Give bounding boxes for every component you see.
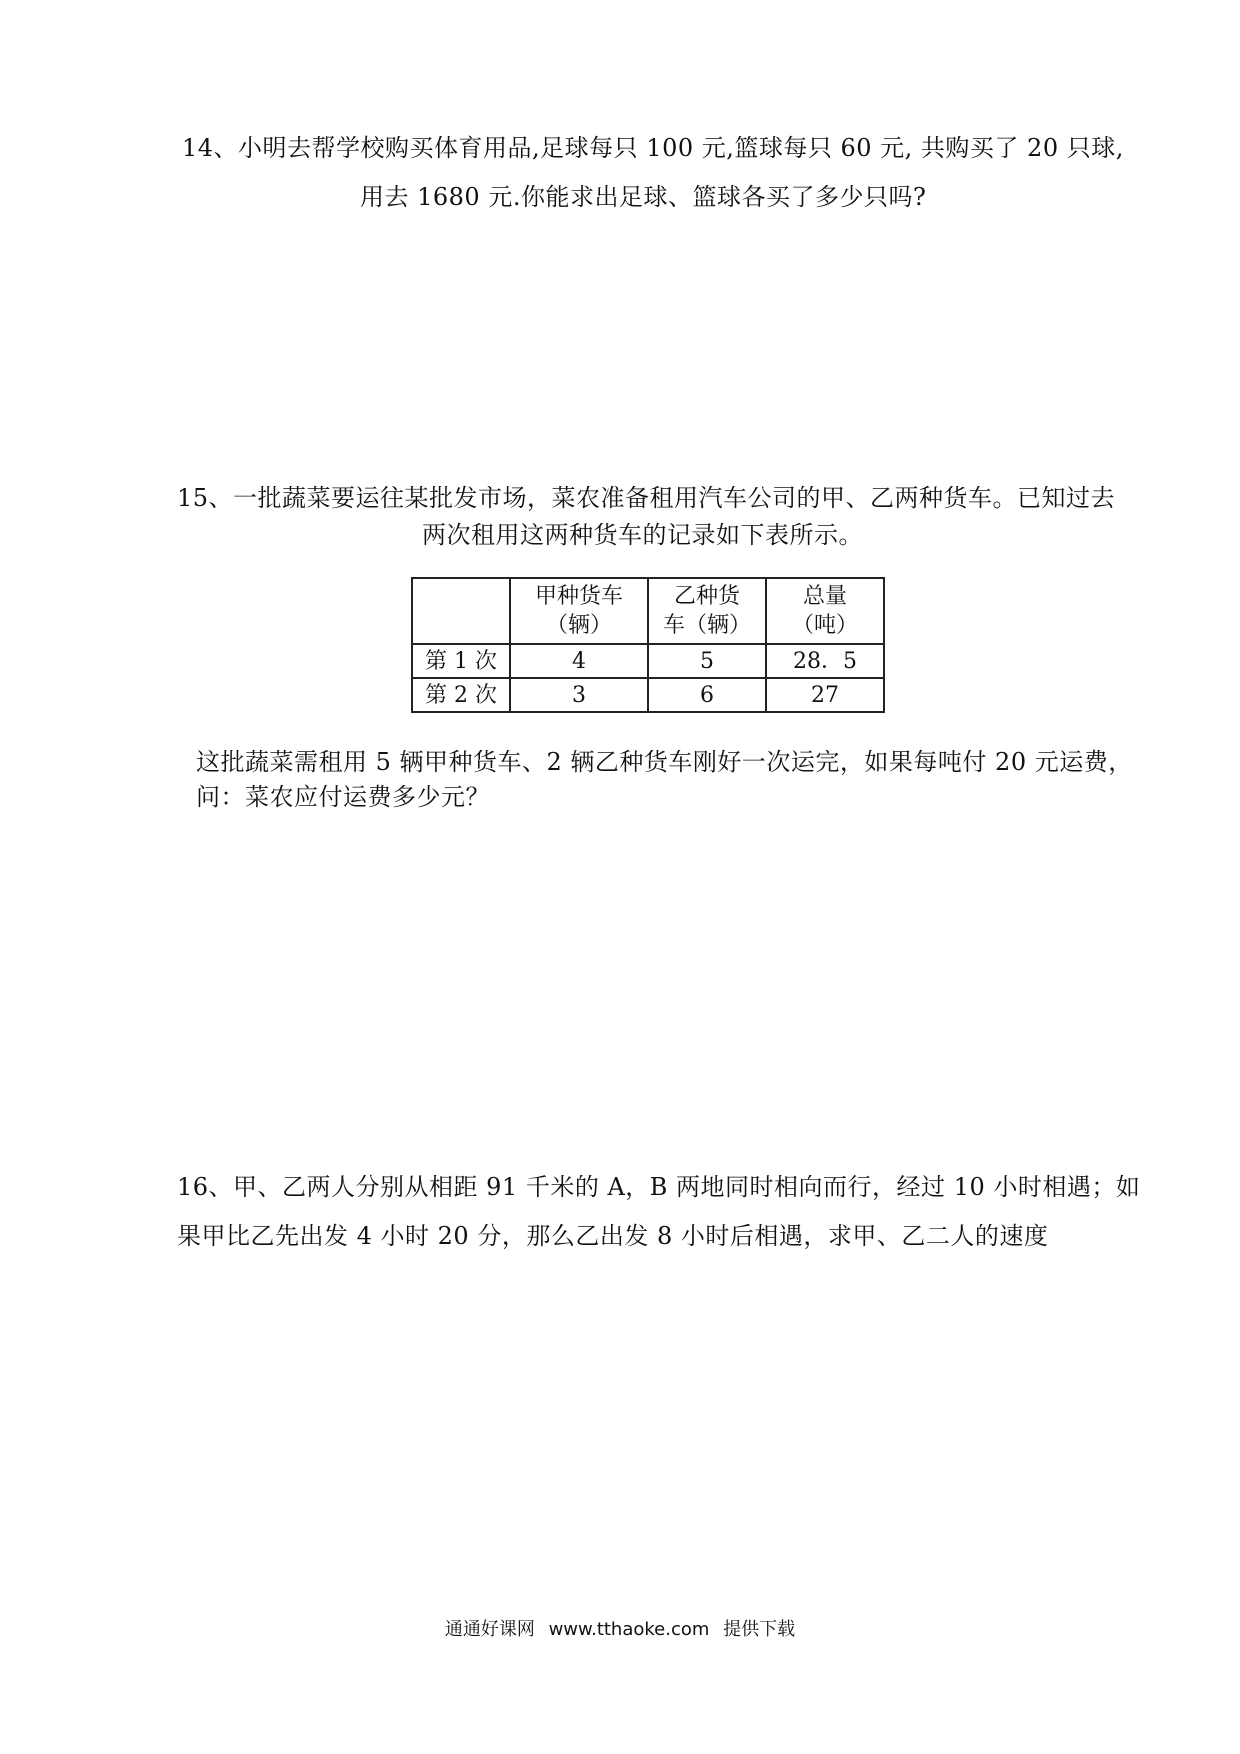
table-header-total-line-2: （吨） <box>791 613 858 638</box>
table-cell-row-label: 第 1 次 <box>412 644 510 678</box>
table-row <box>412 678 884 712</box>
table-cell: 28．5 <box>766 644 884 678</box>
table-header-total <box>766 578 884 644</box>
footer-tagline: 提供下载 <box>723 1619 796 1640</box>
table-row <box>412 644 884 678</box>
table-cell: 4 <box>510 644 648 678</box>
table-header-row <box>412 578 884 644</box>
footer-site-name: 通通好课网 <box>444 1619 535 1640</box>
footer-url[interactable]: www.tthaoke.com <box>548 1619 710 1640</box>
table-header-total-line-1: 总量 <box>802 584 847 609</box>
table-header-truck-a-line-2: （辆） <box>545 613 612 638</box>
table-header-truck-b-line-2: 车（辆） <box>662 613 751 638</box>
question-14-line-2: 用去 1680 元.你能求出足球、篮球各买了多少只吗? <box>360 183 927 211</box>
question-16-line-1: 16、甲、乙两人分别从相距 91 千米的 A，B 两地同时相向而行，经过 10 小时相遇；如 <box>177 1173 1141 1201</box>
question-14-line-1: 14、小明去帮学校购买体育用品,足球每只 100 元,篮球每只 60 元, 共购买了 20 只球, <box>182 134 1124 162</box>
question-15-prompt-line-2: 问：菜农应付运费多少元？ <box>196 783 490 811</box>
table-cell: 5 <box>648 644 766 678</box>
table-cell-row-label: 第 2 次 <box>412 678 510 712</box>
table-header-empty <box>412 578 510 644</box>
table-header-truck-b-line-1: 乙种货 <box>673 584 740 609</box>
truck-rental-table <box>411 577 885 713</box>
question-15-prompt-line-1: 这批蔬菜需租用 5 辆甲种货车、2 辆乙种货车刚好一次运完，如果每吨付 20 元运费， <box>196 748 1133 776</box>
table-header-truck-b <box>648 578 766 644</box>
question-15-line-1: 15、一批蔬菜要运往某批发市场，菜农准备租用汽车公司的甲、乙两种货车。已知过去 <box>177 484 1116 512</box>
page-footer <box>0 1618 1240 1642</box>
table-header-truck-a-line-1: 甲种货车 <box>534 584 623 609</box>
table-cell: 27 <box>766 678 884 712</box>
table-cell: 6 <box>648 678 766 712</box>
question-16-line-2: 果甲比乙先出发 4 小时 20 分，那么乙出发 8 小时后相遇，求甲、乙二人的速度 <box>177 1222 1049 1250</box>
question-15-line-2: 两次租用这两种货车的记录如下表所示。 <box>422 521 863 549</box>
table-cell: 3 <box>510 678 648 712</box>
table-header-truck-a <box>510 578 648 644</box>
